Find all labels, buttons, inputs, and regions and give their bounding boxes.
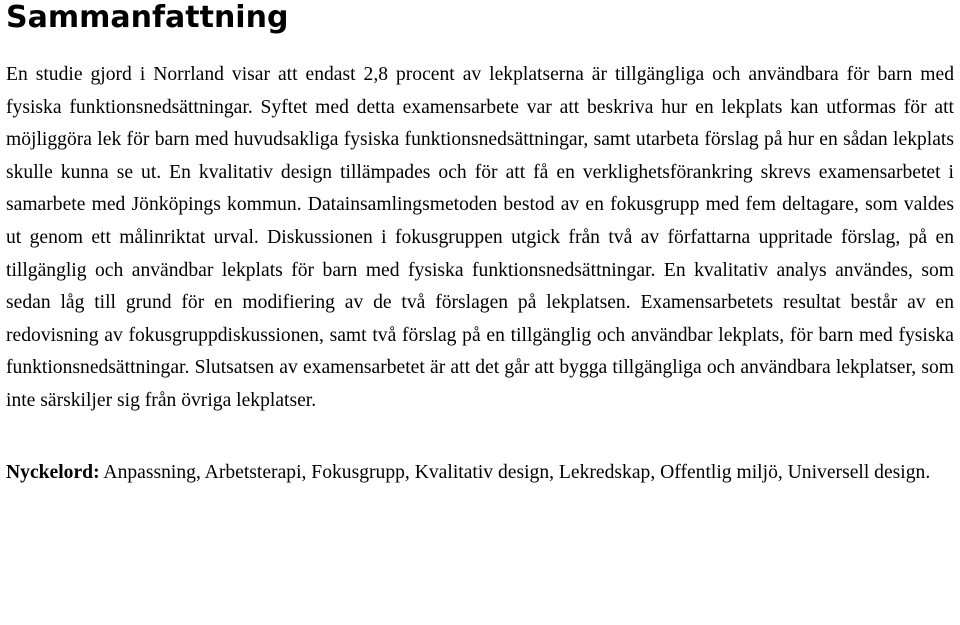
section-heading: Sammanfattning bbox=[6, 0, 289, 35]
keywords-label: Nyckelord: bbox=[6, 461, 100, 483]
document-page bbox=[6, 0, 954, 489]
keywords-paragraph bbox=[6, 457, 954, 490]
keywords-list: Anpassning, Arbetsterapi, Fokusgrupp, Kvalitativ design, Lekredskap, Offentlig miljö, Universell design. bbox=[99, 461, 931, 483]
abstract-paragraph: En studie gjord i Norrland visar att endast 2,8 procent av lekplatserna är tillgängliga och användbara för barn med fysiska funktionsnedsättningar. Syftet med detta examensarbete var att beskriva hur en lekplats kan utformas för att möjliggöra lek för barn med huvudsakliga fysiska funktionsnedsättningar, samt utarbeta förslag på hur en sådan lekplats skulle kunna se ut. En kvalitativ design tillämpades och för att få en verklighetsförankring skrevs examensarbetet i samarbete med Jönköpings kommun. Datainsamlingsmetoden bestod av en fokusgrupp med fem deltagare, som valdes ut genom ett målinriktat urval. Diskussionen i fokusgruppen utgick från två av författarna uppritade förslag, på en tillgänglig och användbar lekplats för barn med fysiska funktionsnedsättningar. En kvalitativ analys användes, som sedan låg till grund för en modifiering av de två förslagen på lekplatsen. Examensarbetets resultat består av en redovisning av fokusgruppdiskussionen, samt två förslag på en tillgänglig och användbar lekplats, för barn med fysiska funktionsnedsättningar. Slutsatsen av examensarbetet är att det går att bygga tillgängliga och användbara lekplatser, som inte särskiljer sig från övriga lekplatser. bbox=[6, 64, 954, 411]
